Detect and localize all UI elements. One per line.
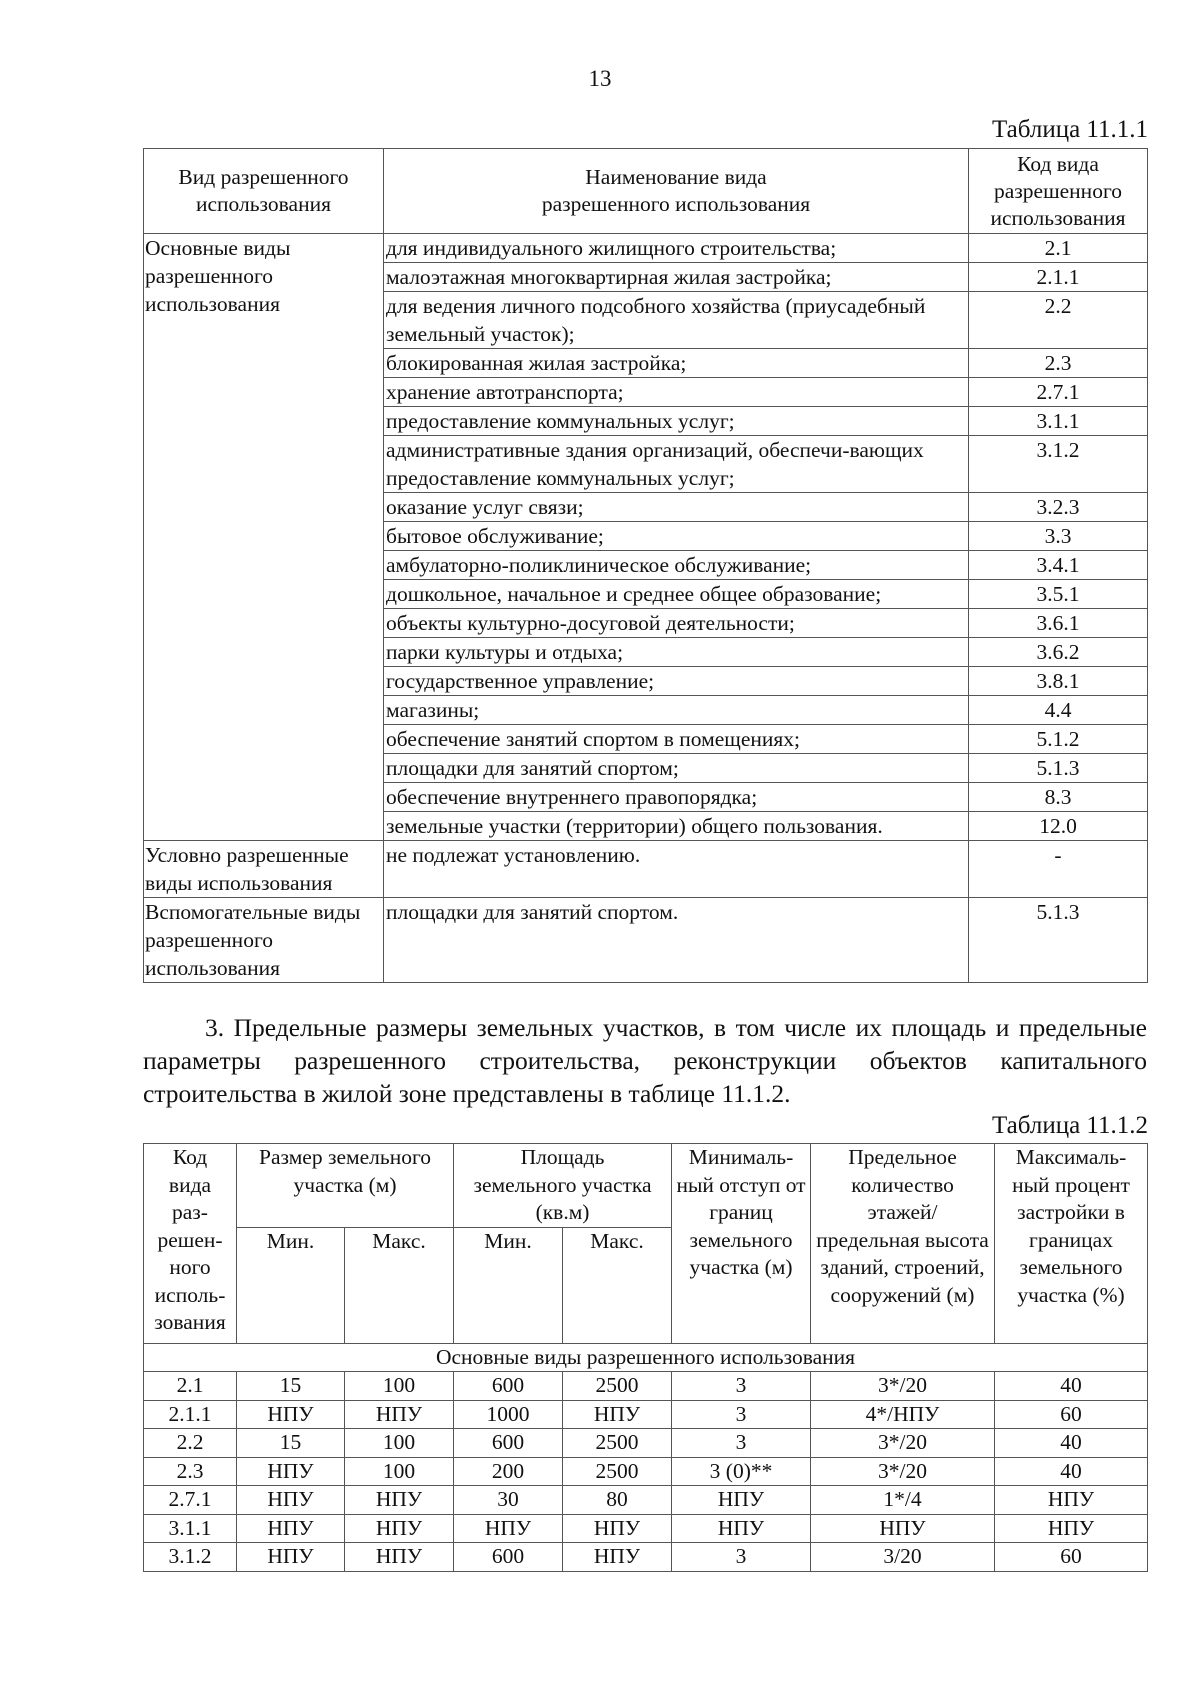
use-code: 3.6.2 [969, 638, 1148, 667]
use-name: бытовое обслуживание; [384, 522, 969, 551]
permitted-use-table [143, 148, 1148, 983]
cell-area-min: 30 [454, 1486, 563, 1515]
cell-setback: 3 (0)** [672, 1457, 811, 1486]
table-row [144, 1400, 1148, 1429]
column-header-area-max: Макс. [563, 1227, 672, 1343]
use-name: предоставление коммунальных услуг; [384, 407, 969, 436]
use-name: магазины; [384, 696, 969, 725]
use-name: не подлежат установлению. [384, 841, 969, 898]
column-header-code: Код вида раз-решен-ного исполь-зования [144, 1144, 237, 1344]
column-header-setback: Минималь-ный отступ от границ земельного участка (м) [672, 1144, 811, 1344]
cell-size-min: НПУ [237, 1486, 345, 1515]
use-code: 4.4 [969, 696, 1148, 725]
cell-size-max: НПУ [345, 1514, 454, 1543]
use-code: 8.3 [969, 783, 1148, 812]
use-code: 5.1.3 [969, 898, 1148, 983]
table-header-row [144, 1144, 1148, 1228]
column-header-floors: Предельное количество этажей/ предельная высота зданий, строений, сооружений (м) [811, 1144, 995, 1344]
cell-setback: 3 [672, 1429, 811, 1458]
cell-coverage: НПУ [995, 1486, 1148, 1515]
table-caption: Таблица 11.1.2 [992, 1112, 1148, 1139]
cell-code: 2.1 [144, 1372, 237, 1401]
cell-coverage: 40 [995, 1372, 1148, 1401]
use-name: дошкольное, начальное и среднее общее образование; [384, 580, 969, 609]
section-label: Основные виды разрешенного использования [144, 1343, 1148, 1372]
use-name: площадки для занятий спортом. [384, 898, 969, 983]
table-header-row [144, 149, 1148, 234]
table-row [144, 898, 1148, 983]
paragraph: 3. Предельные размеры земельных участков, в том числе их площадь и предельные параметры разрешенного строительства, реконструкции объектов капитального строительства в жилой зоне представлены в таблице 11.1.2. [143, 1013, 1147, 1108]
cell-size-min: 15 [237, 1429, 345, 1458]
use-name: хранение автотранспорта; [384, 378, 969, 407]
cell-size-max: НПУ [345, 1486, 454, 1515]
use-code: 3.2.3 [969, 493, 1148, 522]
cell-area-min: 600 [454, 1543, 563, 1572]
cell-size-min: 15 [237, 1372, 345, 1401]
cell-floors: 3*/20 [811, 1429, 995, 1458]
cell-size-min: НПУ [237, 1457, 345, 1486]
use-code: 5.1.2 [969, 725, 1148, 754]
column-header-use-code: Код вида разрешенного использования [969, 149, 1148, 234]
cell-setback: 3 [672, 1400, 811, 1429]
use-code: 3.6.1 [969, 609, 1148, 638]
use-name: малоэтажная многоквартирная жилая застройка; [384, 263, 969, 292]
use-code: 3.3 [969, 522, 1148, 551]
use-name: для индивидуального жилищного строительства; [384, 234, 969, 263]
table-row [144, 234, 1148, 263]
cell-code: 2.7.1 [144, 1486, 237, 1515]
cell-coverage: 60 [995, 1543, 1148, 1572]
use-category: Условно разрешенные виды использования [144, 841, 384, 898]
use-code: - [969, 841, 1148, 898]
use-name: обеспечение внутреннего правопорядка; [384, 783, 969, 812]
table-row [144, 1457, 1148, 1486]
use-category: Основные виды разрешенного использования [144, 234, 384, 841]
cell-size-max: НПУ [345, 1543, 454, 1572]
cell-area-max: НПУ [563, 1514, 672, 1543]
column-header-size-max: Макс. [345, 1227, 454, 1343]
table-row [144, 841, 1148, 898]
cell-area-max: 2500 [563, 1372, 672, 1401]
cell-area-min: НПУ [454, 1514, 563, 1543]
cell-coverage: 60 [995, 1400, 1148, 1429]
cell-area-max: НПУ [563, 1400, 672, 1429]
column-header-area-min: Мин. [454, 1227, 563, 1343]
use-name: парки культуры и отдыха; [384, 638, 969, 667]
cell-coverage: 40 [995, 1429, 1148, 1458]
table-row [144, 1372, 1148, 1401]
use-name: блокированная жилая застройка; [384, 349, 969, 378]
cell-area-max: 80 [563, 1486, 672, 1515]
use-name: государственное управление; [384, 667, 969, 696]
cell-size-min: НПУ [237, 1514, 345, 1543]
cell-area-min: 1000 [454, 1400, 563, 1429]
cell-floors: НПУ [811, 1514, 995, 1543]
column-header-use-name: Наименование вида разрешенного использования [384, 149, 969, 234]
table-row [144, 1429, 1148, 1458]
use-code: 12.0 [969, 812, 1148, 841]
use-name: обеспечение занятий спортом в помещениях; [384, 725, 969, 754]
use-code: 3.1.2 [969, 436, 1148, 493]
column-header-plot-size: Размер земельного участка (м) [237, 1144, 454, 1228]
cell-setback: 3 [672, 1372, 811, 1401]
cell-floors: 1*/4 [811, 1486, 995, 1515]
cell-size-min: НПУ [237, 1543, 345, 1572]
cell-code: 2.2 [144, 1429, 237, 1458]
use-code: 5.1.3 [969, 754, 1148, 783]
cell-setback: НПУ [672, 1486, 811, 1515]
cell-floors: 3*/20 [811, 1457, 995, 1486]
use-code: 3.8.1 [969, 667, 1148, 696]
column-header-use-type: Вид разрешенного использования [144, 149, 384, 234]
use-code: 2.1.1 [969, 263, 1148, 292]
use-name: для ведения личного подсобного хозяйства (приусадебный земельный участок); [384, 292, 969, 349]
table-row [144, 1486, 1148, 1515]
use-code: 3.5.1 [969, 580, 1148, 609]
cell-code: 3.1.1 [144, 1514, 237, 1543]
use-code: 2.3 [969, 349, 1148, 378]
cell-size-max: 100 [345, 1429, 454, 1458]
cell-area-max: НПУ [563, 1543, 672, 1572]
cell-setback: 3 [672, 1543, 811, 1572]
cell-size-max: 100 [345, 1372, 454, 1401]
parameters-table [143, 1143, 1148, 1572]
column-header-size-min: Мин. [237, 1227, 345, 1343]
cell-code: 2.1.1 [144, 1400, 237, 1429]
section-row [144, 1343, 1148, 1372]
cell-floors: 3*/20 [811, 1372, 995, 1401]
cell-area-max: 2500 [563, 1429, 672, 1458]
use-code: 2.2 [969, 292, 1148, 349]
use-name: объекты культурно-досуговой деятельности; [384, 609, 969, 638]
use-code: 3.4.1 [969, 551, 1148, 580]
cell-area-min: 600 [454, 1372, 563, 1401]
cell-area-min: 600 [454, 1429, 563, 1458]
cell-coverage: 40 [995, 1457, 1148, 1486]
use-name: административные здания организаций, обеспечи-вающих предоставление коммунальных услуг; [384, 436, 969, 493]
table-caption: Таблица 11.1.1 [992, 116, 1148, 143]
cell-setback: НПУ [672, 1514, 811, 1543]
use-code: 2.7.1 [969, 378, 1148, 407]
table-row [144, 1543, 1148, 1572]
use-name: площадки для занятий спортом; [384, 754, 969, 783]
cell-area-max: 2500 [563, 1457, 672, 1486]
column-header-coverage: Максималь-ный процент застройки в границах земельного участка (%) [995, 1144, 1148, 1344]
use-name: амбулаторно-поликлиническое обслуживание; [384, 551, 969, 580]
use-name: оказание услуг связи; [384, 493, 969, 522]
use-code: 2.1 [969, 234, 1148, 263]
cell-size-max: 100 [345, 1457, 454, 1486]
cell-code: 3.1.2 [144, 1543, 237, 1572]
cell-coverage: НПУ [995, 1514, 1148, 1543]
use-category: Вспомогательные виды разрешенного использования [144, 898, 384, 983]
cell-size-max: НПУ [345, 1400, 454, 1429]
cell-size-min: НПУ [237, 1400, 345, 1429]
use-code: 3.1.1 [969, 407, 1148, 436]
cell-area-min: 200 [454, 1457, 563, 1486]
table-row [144, 1514, 1148, 1543]
cell-floors: 3/20 [811, 1543, 995, 1572]
column-header-plot-area: Площадь земельного участка (кв.м) [454, 1144, 672, 1228]
cell-code: 2.3 [144, 1457, 237, 1486]
use-name: земельные участки (территории) общего пользования. [384, 812, 969, 841]
page-number: 13 [588, 66, 612, 91]
cell-floors: 4*/НПУ [811, 1400, 995, 1429]
